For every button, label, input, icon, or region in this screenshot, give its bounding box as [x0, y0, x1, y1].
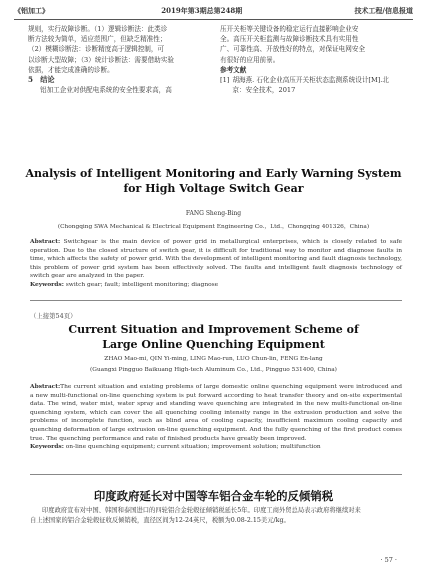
right-column: [220, 24, 402, 95]
abstract-text: The current situation and existing problems of large domestic online quenching equipment were introduced and a new multi-functional on-line quenching system is put forward according to heat transfer theory and on-site experimental data. The wind, water mist, water spray and standing wave quenching are integrated in the new multi-functional on-line quenching system, which can cover the all quenching cooling intensity range in the extrusion production and solve the problems of incomplete function, such as blind area of cooling capacity, insufficient maximum cooling capacity and quenching deformation of large extrusion on-line quenching equipment. And the fully quenching of the first product comes true. The quenching performance and rate of finished products have greatly been improved.: [30, 384, 402, 442]
continued-note: （上接第54页）: [30, 312, 77, 320]
article2-affiliation: (Guangxi Pingguo Baikuang High-tech Aluminum Co., Ltd., Pingguo 531400, China): [90, 367, 337, 373]
news-title: 印度政府延长对中国等车铝合金车轮的反倾销税: [93, 489, 334, 503]
section-name: 技术工程/信息报道: [354, 6, 413, 15]
section-heading: 5 结论: [28, 75, 55, 85]
news-body: [30, 506, 402, 526]
text-line: 以诊断大型故障；（3）统计诊断法：需要借助实验: [28, 55, 174, 64]
keywords-text: on-line quenching equipment; current situation; improvement solution; multifunction: [63, 444, 321, 451]
news-line: 印度政府宣布对中国、韩国和泰国进口的四轮铝合金轮毂征倾销税延长5年。印度工商外贸总局表示政府将继续对来: [42, 507, 361, 514]
text-line: 断方法较为简单，适应范围广，但缺乏精准性；: [28, 35, 167, 44]
divider: [30, 300, 402, 301]
issue-info: 2019年第3期总第248期: [161, 6, 243, 15]
abstract-paragraph: [30, 238, 402, 281]
reference-number: [1]: [220, 76, 230, 85]
article1-title: [0, 166, 427, 196]
text-line: 依据，才能完成准确的诊断。: [28, 65, 114, 74]
text-line: 全。高压开关柜监测与故障诊断技术具有实用性: [220, 35, 359, 44]
abstract-label: Abstract:: [30, 383, 61, 390]
keywords-paragraph: [30, 443, 402, 452]
running-header: [14, 4, 413, 18]
abstract-text: Switchgear is the main device of power grid in metallurgical enterprises, which is closely related to safe operation. Due to the closed structure of switch gear, it is difficult for traditional way to monitor and diagnose faults in time, which affects the safety of power grid. With the development of intelligent monitoring and fault diagnosis technology, this problem of power grid system has been effectively solved. The faults and intelligent fault diagnosis technology of switch gear are analyzed in the paper.: [30, 239, 402, 280]
article2-abstract-block: [30, 383, 402, 452]
reference-text: 胡海燕. 石化企业高压开关柜状态监测系统设计[M].北京：安全技术，2017: [232, 76, 389, 95]
journal-name: 《铝加工》: [14, 6, 49, 15]
article1-abstract-block: [30, 238, 402, 290]
text-line: 有很好的应用前景。: [220, 55, 280, 64]
text-line: 铝加工企业对供配电系统的安全性要求高，高: [40, 86, 172, 95]
keywords-label: Keywords:: [30, 280, 64, 288]
article1-author: FANG Sheng-Bing: [185, 210, 242, 217]
keywords-paragraph: [30, 281, 402, 290]
text-line: 广、可靠性高、开放性好的特点，对保证电网安全: [220, 45, 366, 54]
page-number: · 57 ·: [380, 556, 397, 564]
left-column: [28, 24, 210, 95]
keywords-label: Keywords:: [30, 443, 64, 451]
divider: [30, 474, 402, 475]
reference-item: [220, 75, 402, 95]
article2-authors: ZHAO Mao-mi, QIN Yi-ming, LING Mao-run, LUO Chun-lin, FENG En-lang: [104, 356, 323, 362]
title-line: Current Situation and Improvement Scheme of: [68, 323, 359, 336]
title-line: Large Online Quenching Equipment: [102, 338, 325, 351]
text-line: （2）模糊诊断法：诊断精度高于逻辑控制，可: [28, 45, 165, 54]
title-line: Analysis of Intelligent Monitoring and Early Warning System: [25, 167, 402, 180]
news-line: 自上述国家的铝合金轮毂征收反倾销税，直径区间为12-24英尺，税额为0.08-2.15美元/kg。: [30, 517, 290, 524]
header-rule: [14, 19, 413, 20]
article2-title: [0, 322, 427, 352]
keywords-text: switch gear; fault; intelligent monitoring; diagnose: [63, 281, 219, 288]
text-line: 压开关柜等关键设备的稳定运行直接影响企业安: [220, 25, 359, 33]
abstract-paragraph: [30, 383, 402, 443]
references-heading: 参考文献: [220, 65, 247, 74]
abstract-label: Abstract:: [30, 238, 61, 245]
title-line: for High Voltage Switch Gear: [123, 182, 304, 195]
article1-affiliation: (Chongqing SWA Mechanical & Electrical Equipment Engineering Co.，Ltd.，Chongqing 401326，China): [57, 224, 370, 230]
text-line: 规则，实行故障诊断。（1）逻辑诊断法：此类诊: [28, 25, 168, 33]
